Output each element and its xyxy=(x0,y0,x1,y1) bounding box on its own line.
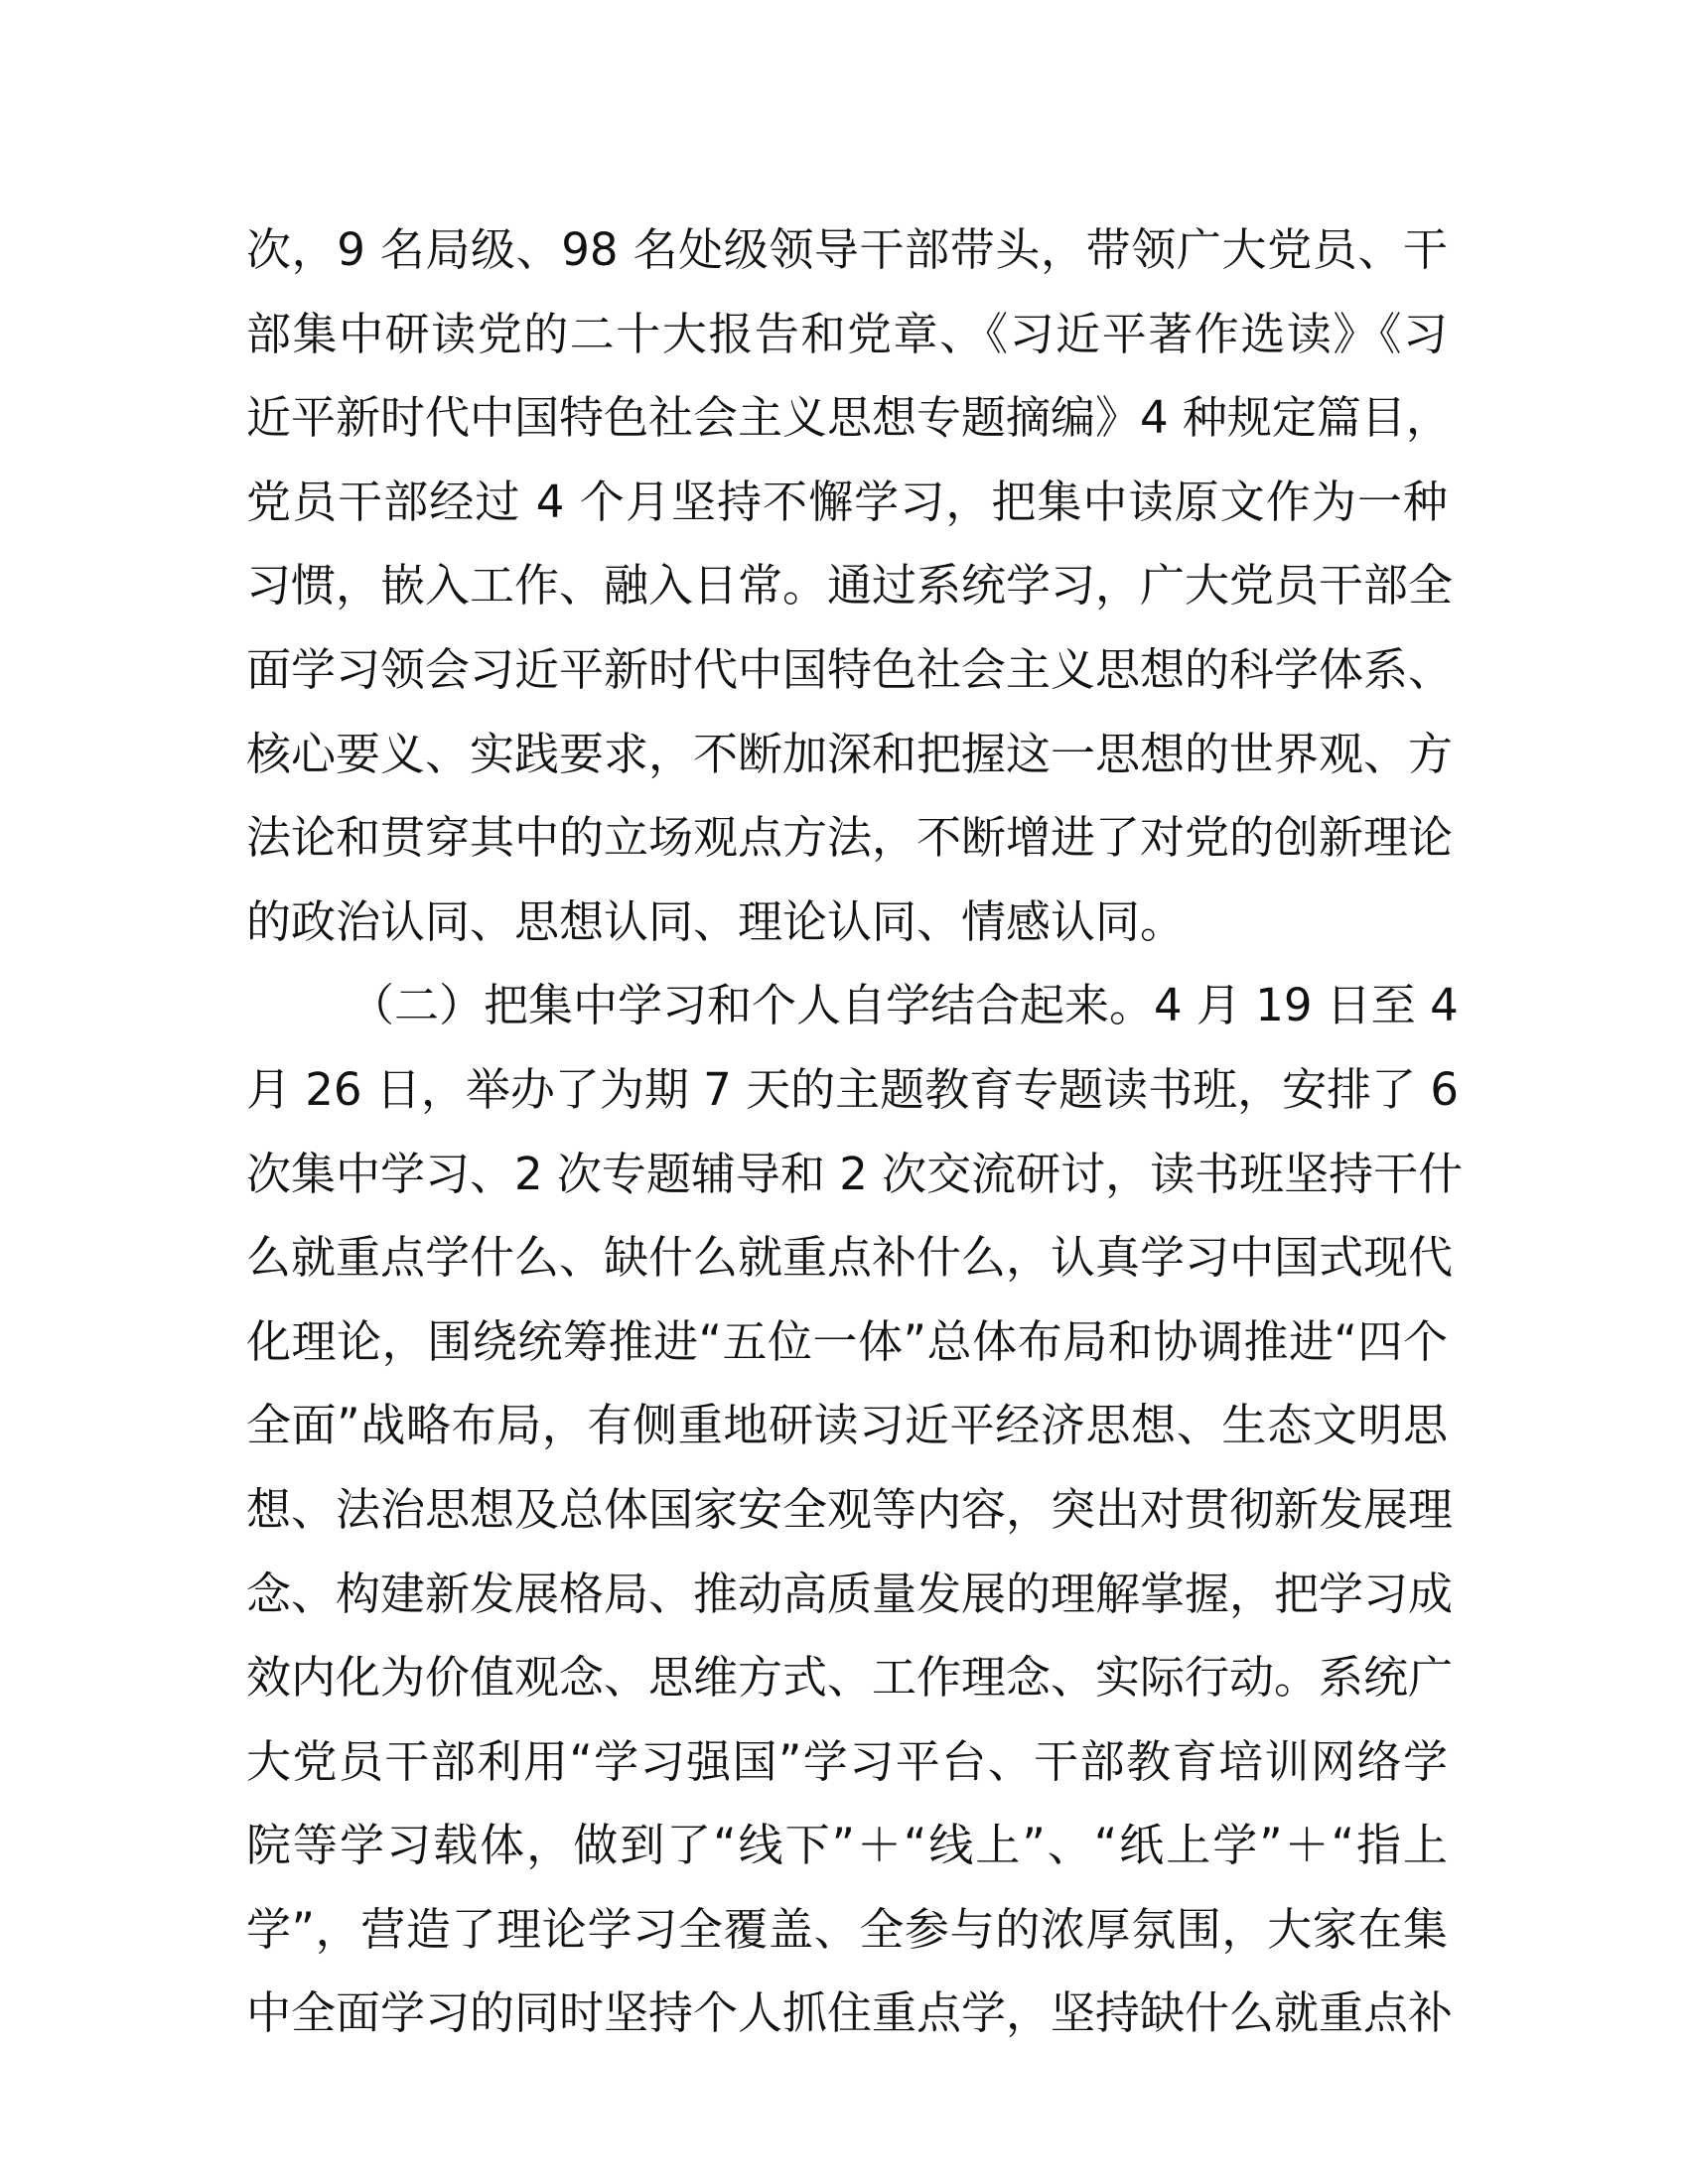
text-line: 效内化为价值观念、思维方式、工作理念、实际行动。系统广 xyxy=(246,1651,1454,1705)
text-line: 的政治认同、思想认同、理论认同、情感认同。 xyxy=(246,894,1186,948)
text-line: 面学习领会习近平新时代中国特色社会主义思想的科学体系、 xyxy=(246,642,1454,696)
text-line: 党员干部经过 4 个月坚持不懈学习，把集中读原文作为一种 xyxy=(246,475,1448,528)
text-line: 化理论，围绕统筹推进“五位一体”总体布局和协调推进“四个 xyxy=(246,1314,1448,1368)
text-line: 习惯，嵌入工作、融入日常。通过系统学习，广大党员干部全 xyxy=(246,559,1454,613)
text-line: 近平新时代中国特色社会主义思想专题摘编》4 种规定篇目， xyxy=(246,391,1451,445)
text-line: 次，9 名局级、98 名处级领导干部带头，带领广大党员、干 xyxy=(246,223,1448,276)
body-text xyxy=(246,208,1464,2056)
text-line: 法论和贯穿其中的立场观点方法，不断增进了对党的创新理论 xyxy=(246,811,1454,865)
text-line: 学”，营造了理论学习全覆盖、全参与的浓厚氛围，大家在集 xyxy=(246,1902,1448,1956)
text-line: 月 26 日，举办了为期 7 天的主题教育专题读书班，安排了 6 xyxy=(246,1062,1460,1116)
text-line: 中全面学习的同时坚持个人抓住重点学，坚持缺什么就重点补 xyxy=(246,1986,1454,2040)
text-line: 想、法治思想及总体国家安全观等内容，突出对贯彻新发展理 xyxy=(246,1482,1454,1536)
text-line: 么就重点学什么、缺什么就重点补什么，认真学习中国式现代 xyxy=(246,1231,1454,1285)
paragraph-2 xyxy=(246,964,1464,2056)
text-line: 部集中研读党的二十大报告和党章、《习近平著作选读》《习 xyxy=(246,307,1448,360)
text-line: 院等学习载体，做到了“线下”＋“线上”、“纸上学”＋“指上 xyxy=(246,1819,1448,1872)
text-line: 核心要义、实践要求，不断加深和把握这一思想的世界观、方 xyxy=(246,727,1454,780)
text-line: 念、构建新发展格局、推动高质量发展的理解掌握，把学习成 xyxy=(246,1567,1454,1620)
text-line: 次集中学习、2 次专题辅导和 2 次交流研讨，读书班坚持干什 xyxy=(246,1147,1464,1200)
text-line: 全面”战略布局，有侧重地研读习近平经济思想、生态文明思 xyxy=(246,1399,1448,1452)
paragraph-1 xyxy=(246,208,1454,964)
text-line: （二）把集中学习和个人自学结合起来。4 月 19 日至 4 xyxy=(350,979,1459,1032)
text-line: 大党员干部利用“学习强国”学习平台、干部教育培训网络学 xyxy=(246,1734,1448,1788)
